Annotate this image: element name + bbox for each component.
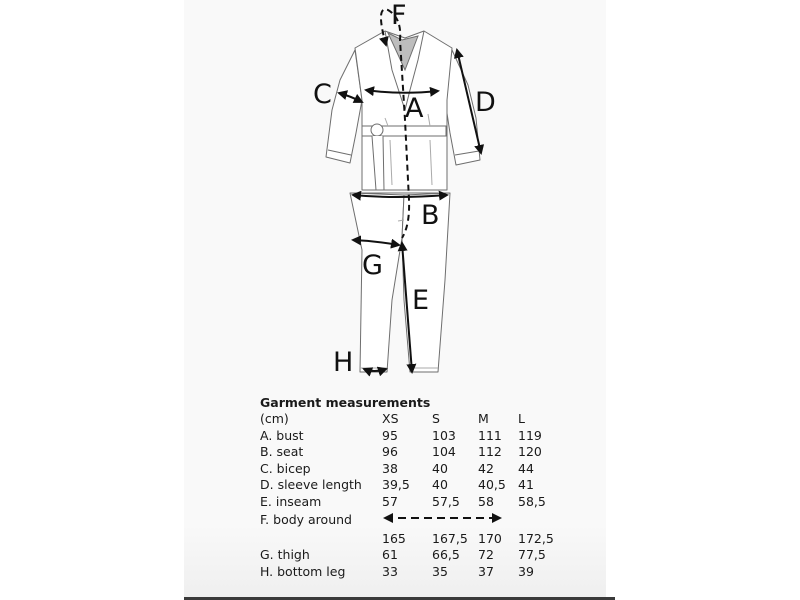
measurement-table-section xyxy=(260,395,560,580)
table-row xyxy=(260,461,558,478)
dashed-double-arrow-icon xyxy=(382,510,507,526)
size-header-s: S xyxy=(432,411,440,426)
label-f: F xyxy=(391,0,407,31)
row-label: G. thigh xyxy=(260,547,310,562)
cell: 72 xyxy=(478,547,494,562)
cell: 37 xyxy=(478,563,494,579)
cell: 170 xyxy=(478,530,502,546)
cell: 33 xyxy=(382,563,398,579)
cell: 77,5 xyxy=(518,547,546,562)
label-a: A xyxy=(405,93,424,124)
table-row xyxy=(260,531,558,548)
label-c: C xyxy=(313,79,332,110)
row-label: C. bicep xyxy=(260,460,311,476)
table-row xyxy=(260,510,558,531)
row-label: B. seat xyxy=(260,444,304,459)
row-label: F. body around xyxy=(260,512,352,527)
cell: 172,5 xyxy=(518,530,554,546)
cell: 111 xyxy=(478,427,502,443)
cell: 167,5 xyxy=(432,530,468,546)
cell: 61 xyxy=(382,547,398,562)
cell: 41 xyxy=(518,477,534,492)
cell: 44 xyxy=(518,460,534,476)
table-row xyxy=(260,477,558,494)
cell: 104 xyxy=(432,444,456,459)
size-header-m: M xyxy=(478,411,489,426)
table-row xyxy=(260,547,558,564)
cell: 112 xyxy=(478,444,502,459)
unit-label: (cm) xyxy=(260,411,289,426)
cell: 58 xyxy=(478,493,494,509)
cell: 119 xyxy=(518,427,542,443)
cell: 39,5 xyxy=(382,477,410,492)
cell: 57 xyxy=(382,493,398,509)
row-label: D. sleeve length xyxy=(260,477,362,492)
cell: 58,5 xyxy=(518,493,546,509)
table-row xyxy=(260,494,558,511)
body-around-dashed-arrow xyxy=(382,510,558,531)
cell: 39 xyxy=(518,563,534,579)
label-e: E xyxy=(412,285,430,316)
row-label xyxy=(260,531,382,548)
label-b: B xyxy=(421,200,440,231)
table-row xyxy=(260,444,558,461)
label-d: D xyxy=(475,87,496,118)
cell: 103 xyxy=(432,427,456,443)
table-header-row xyxy=(260,411,558,428)
row-label: H. bottom leg xyxy=(260,563,346,579)
cell: 40 xyxy=(432,460,448,476)
cell: 165 xyxy=(382,530,406,546)
row-label: A. bust xyxy=(260,427,304,443)
size-header-l: L xyxy=(518,411,525,426)
cell: 40,5 xyxy=(478,477,506,492)
cell: 35 xyxy=(432,563,448,579)
table-row xyxy=(260,428,558,445)
cell: 40 xyxy=(432,477,448,492)
cell: 38 xyxy=(382,460,398,476)
cell: 96 xyxy=(382,444,398,459)
label-h: H xyxy=(333,347,354,378)
row-label: E. inseam xyxy=(260,493,322,509)
measurement-table xyxy=(260,411,558,580)
size-header-xs: XS xyxy=(382,411,399,426)
cell: 120 xyxy=(518,444,542,459)
label-g: G xyxy=(362,250,383,281)
table-title: Garment measurements xyxy=(260,395,431,410)
cell: 66,5 xyxy=(432,547,460,562)
table-row xyxy=(260,564,558,581)
cell: 42 xyxy=(478,460,494,476)
cell: 95 xyxy=(382,427,398,443)
cell: 57,5 xyxy=(432,493,460,509)
